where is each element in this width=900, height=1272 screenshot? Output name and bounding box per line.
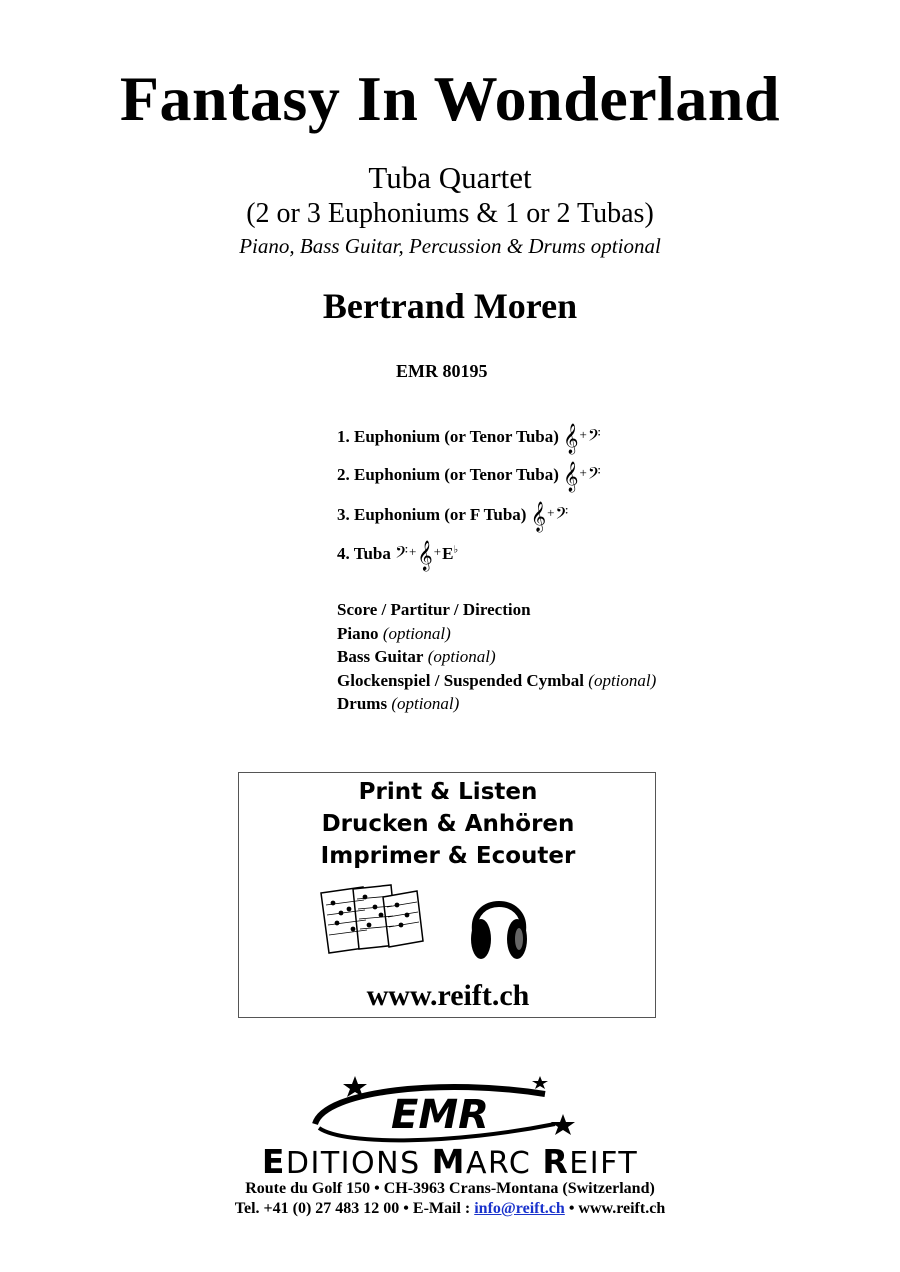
optional-instruments: Piano, Bass Guitar, Percussion & Drums optional	[239, 234, 661, 258]
extra-item: Score / Partitur / Direction	[337, 600, 531, 619]
promo-line-fr: Imprimer & Ecouter	[320, 843, 576, 869]
eb-label: E	[442, 544, 454, 563]
plus-sign: +	[409, 544, 417, 559]
treble-clef-icon: 𝄞	[563, 462, 579, 492]
address: Route du Golf 150 • CH-3963 Crans-Montana (Switzerland)	[245, 1180, 655, 1197]
part-3	[337, 502, 568, 533]
headphones-icon	[467, 885, 531, 963]
catalog-number: EMR 80195	[396, 361, 488, 381]
treble-clef-icon: 𝄞	[417, 541, 433, 571]
part-label: 1. Euphonium (or Tenor Tuba)	[337, 427, 559, 446]
flat-icon: ♭	[453, 544, 459, 556]
part-label: 2. Euphonium (or Tenor Tuba)	[337, 465, 559, 484]
part-4	[337, 541, 458, 572]
emr-logo	[305, 1072, 585, 1152]
plus-sign: +	[579, 465, 587, 480]
treble-clef-icon: 𝄞	[563, 424, 579, 454]
print-listen-box	[238, 772, 656, 1018]
part-2	[337, 462, 601, 493]
extra-item: Glockenspiel / Suspended Cymbal (optional)	[337, 670, 657, 690]
part-label: 4. Tuba	[337, 544, 391, 563]
part-1	[337, 424, 601, 455]
sheet-music-icon	[317, 883, 425, 955]
plus-sign: +	[579, 427, 587, 442]
bass-clef-icon: 𝄢	[587, 463, 601, 487]
email-link[interactable]: info@reift.ch	[474, 1200, 565, 1217]
extra-item: Piano (optional)	[337, 623, 451, 643]
contact-line: Tel. +41 (0) 27 483 12 00 • E-Mail : info@reift.ch • www.reift.ch	[234, 1200, 666, 1217]
publisher-name: EDITIONS MARC REIFT	[261, 1142, 639, 1181]
subtitle: Tuba Quartet	[368, 160, 532, 195]
plus-sign: +	[547, 505, 555, 520]
bass-clef-icon: 𝄢	[587, 425, 601, 449]
promo-line-en: Print & Listen	[358, 779, 538, 805]
composer: Bertrand Moren	[322, 286, 578, 326]
extra-item: Drums (optional)	[337, 694, 460, 713]
instrumentation: (2 or 3 Euphoniums & 1 or 2 Tubas)	[246, 198, 654, 229]
bass-clef-icon: 𝄢	[555, 503, 569, 527]
title: Fantasy In Wonderland	[119, 63, 781, 134]
promo-url[interactable]: www.reift.ch	[366, 979, 530, 1012]
extra-item: Bass Guitar (optional)	[337, 647, 496, 666]
bass-clef-icon: 𝄢	[395, 542, 409, 566]
plus-sign: +	[433, 544, 442, 559]
promo-line-de: Drucken & Anhören	[321, 811, 575, 837]
part-label: 3. Euphonium (or F Tuba)	[337, 505, 527, 524]
treble-clef-icon: 𝄞	[530, 502, 547, 532]
extras-list	[337, 598, 656, 716]
emr-logo-mark: EMR	[391, 1092, 489, 1138]
